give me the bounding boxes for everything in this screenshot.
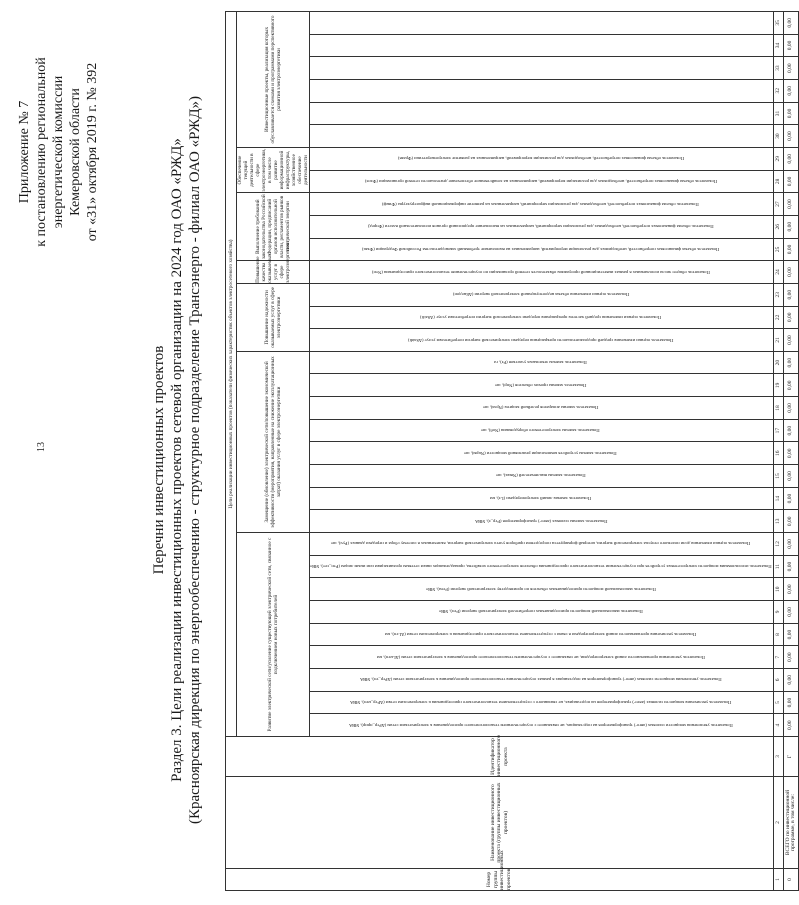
- header-group-3: [237, 283, 310, 351]
- value-cell: 0,00: [783, 102, 798, 125]
- document-title: Перечни инвестиционных проектов: [151, 345, 167, 575]
- index-cell: 20: [773, 351, 783, 374]
- appendix-block: [16, 22, 101, 282]
- indicator-header-empty: [310, 12, 774, 35]
- value-cell: 0,00: [783, 34, 798, 57]
- index-cell: 1: [773, 869, 783, 891]
- indicator-header-6: [310, 669, 774, 692]
- indicator-header-text: Показатель замены линий электропередачи (Lз), км: [490, 496, 592, 502]
- index-cell: 30: [773, 125, 783, 148]
- index-cell: 26: [773, 215, 783, 238]
- value-cell: 0,00: [783, 510, 798, 533]
- index-cell: 18: [773, 397, 783, 420]
- value-cell: 0,00: [783, 555, 798, 578]
- indicator-header-text: Показатель увеличения мощности силовых (авто-) трансформаторов на подстанциях, не связанного с осуществлением технологического присоединения к электрическим сетям (ΔPтр_прир), МВА: [348, 722, 733, 728]
- header-row-group: [226, 12, 237, 891]
- value-cell: 0,00: [783, 261, 798, 284]
- header-name: [226, 777, 774, 869]
- indicator-header-text: Показатель объема финансовых потребностей, необходимых для реализации мероприятий, направленных на развитие электроэнергетики (Фразв): [397, 156, 684, 162]
- indicator-header-text: Показатель замены выключателей (Nвык), шт: [495, 473, 586, 479]
- indicator-header-text: Показатель объема финансовых потребностей, необходимых для реализации мероприятий, направленных на выполнение предписаний органов исполнительной власти (Фпред): [367, 224, 714, 230]
- index-cell: 31: [773, 102, 783, 125]
- index-cell: 32: [773, 79, 783, 102]
- header-group-6: [237, 147, 310, 192]
- indicator-header-text: Показатель использования мощности электросетевых устройств при осуществлении технологического присоединения объектов электросетевого хозяйства, принадлежащих иным сетевым организациям или иным лицам (Pтп_сет), МВт: [310, 564, 772, 570]
- header-group-5: [237, 193, 310, 261]
- index-cell: 8: [773, 623, 783, 646]
- index-cell: 5: [773, 691, 783, 714]
- value-cell: 0,00: [783, 533, 798, 556]
- value-cell: 0,00: [783, 79, 798, 102]
- index-cell: 10: [773, 578, 783, 601]
- index-cell: 23: [773, 283, 783, 306]
- appendix-line-1: Приложение № 7: [17, 100, 32, 204]
- value-cell: 0,00: [783, 283, 798, 306]
- value-cell: 0,00: [783, 147, 798, 170]
- indicator-header-8: [310, 623, 774, 646]
- value-cell: 0,00: [783, 329, 798, 352]
- indicator-header-23: [310, 283, 774, 306]
- indicator-header-20: [310, 351, 774, 374]
- section-title: Раздел 3. Цели реализации инвестиционных проектов сетевой организации на 2024 год ОАО «РЖД»: [169, 138, 185, 782]
- index-cell: 12: [773, 533, 783, 556]
- indicator-header-16: [310, 442, 774, 465]
- page-number: 13: [36, 442, 47, 452]
- value-cell: 0,00: [783, 238, 798, 261]
- value-cell: 0,00: [783, 419, 798, 442]
- index-cell: 35: [773, 12, 783, 35]
- indicator-header-text: Показатель увеличения мощности силовых (авто-) трансформаторов на подстанциях, не связанного с осуществлением технологического присоединения к электрическим сетям (ΔPтр_нтп), МВА: [350, 700, 732, 706]
- value-cell: 0,00: [783, 578, 798, 601]
- indicator-header-text: Показатель максимальной мощности присоединяемых потребителей электрической энергии (Pтп), МВт: [438, 609, 643, 615]
- indicator-header-22: [310, 306, 774, 329]
- value-cell: 0,00: [783, 351, 798, 374]
- indicator-header-13: [310, 510, 774, 533]
- value-cell: 0,00: [783, 487, 798, 510]
- index-cell: 25: [773, 238, 783, 261]
- indicator-header-24: [310, 261, 774, 284]
- indicator-header-27: [310, 193, 774, 216]
- header-group-2: [237, 351, 310, 532]
- indicator-header-5: [310, 691, 774, 714]
- value-cell: 0,00: [783, 442, 798, 465]
- table-row-total: [783, 12, 798, 891]
- appendix-line-4: Кемеровской области: [68, 88, 83, 216]
- goals-table-container: [225, 11, 796, 891]
- header-group-1: [237, 533, 310, 737]
- header-group-3-text: Повышение надежности оказываемых услуг в сфере электроэнергетики: [264, 287, 282, 348]
- value-cell: 0,00: [783, 306, 798, 329]
- headings: [150, 45, 204, 875]
- index-cell: 14: [773, 487, 783, 510]
- header-goals-group: [226, 12, 237, 737]
- indicator-header-empty: [310, 125, 774, 148]
- indicator-header-9: [310, 601, 774, 624]
- indicator-header-14: [310, 487, 774, 510]
- index-cell: 7: [773, 646, 783, 669]
- indicator-header-text: Показатель объема финансовых потребностей, необходимых для реализации мероприятий, направленных на хозяйственное обеспечение деятельности сетевой организации (Фхоз): [364, 178, 717, 184]
- indicator-header-text: Показатель оценки изменения средней продолжительности прекращения передачи электрической энергии потребителям услуг (ΔSaidi): [408, 337, 674, 343]
- header-goals-text: Цели реализации инвестиционных проектов (показатели физических характеристик объектов электросетевого хозяйства): [228, 239, 234, 509]
- value-cell: 0,00: [783, 646, 798, 669]
- header-group-2-text: Замещение (обновление) электрической сети/повышение экономической эффективности (мероприятия, направленные на снижение эксплуатационных затрат) оказания услуг в сфере электроэнергетики: [264, 356, 282, 528]
- indicator-header-empty: [310, 34, 774, 57]
- index-cell: 27: [773, 193, 783, 216]
- indicator-header-text: Показатель замены земельных участков (Pз), га: [494, 360, 588, 366]
- header-group-4-text: Повышение качества оказываемых услуг в сфере электроэнергетики: [255, 241, 291, 283]
- value-cell: 0,00: [783, 714, 798, 737]
- index-row: [773, 12, 783, 891]
- index-cell: 11: [773, 555, 783, 578]
- header-group-5-text: Выполнение требований законодательства Российской Федерации, предписаний органов исполнительной власти, регламентов рынков электрической энергии: [255, 194, 291, 260]
- index-cell: 9: [773, 601, 783, 624]
- value-cell: 0,00: [783, 215, 798, 238]
- appendix-line-5: от «31» октября 2019 г. № 392: [85, 62, 100, 242]
- appendix-line-3: энергетической комиссии: [51, 75, 66, 229]
- indicator-header-21: [310, 329, 774, 352]
- indicator-header-text: Показатель максимальной мощности присоединяемых объектов по производству электрической энергии (Pген), МВт: [425, 586, 656, 592]
- indicator-header-text: Показатель замены электросетевого оборудования (Nоб), шт: [481, 428, 601, 434]
- indicator-header-empty: [310, 79, 774, 102]
- value-cell: 0,00: [783, 669, 798, 692]
- index-cell: 17: [773, 419, 783, 442]
- row-id-cell: Г: [783, 737, 798, 777]
- value-cell: 0,00: [783, 623, 798, 646]
- indicator-header-29: [310, 147, 774, 170]
- index-cell: 29: [773, 147, 783, 170]
- index-cell: 19: [773, 374, 783, 397]
- value-cell: 0,00: [783, 57, 798, 80]
- indicator-header-text: Показатель оценки изменения доли полезного отпуска электрической энергии, который формируется посредством приборов учета электрической энергии, включенных в систему сбора и передачи данных (Pуч), шт: [331, 541, 751, 547]
- appendix-line-2: к постановлению региональной: [34, 57, 49, 247]
- indicator-header-text: Показатель замены аппаратов релейной защиты (Nрза), шт: [483, 405, 599, 411]
- row-number-cell: 0: [783, 869, 798, 891]
- header-group-7-text: Инвестиционные проекты, реализация которых обуславливается схемами и программами перспективного развития электроэнергетики: [264, 15, 282, 144]
- indicator-header-text: Показатель замены устройств компенсации реактивной мощности (Nкрм), шт: [464, 450, 618, 456]
- indicator-header-text: Показатель замены силовых (авто-) трансформаторов (Pтр_з), МВА: [474, 518, 608, 524]
- indicator-header-11: [310, 555, 774, 578]
- index-cell: 28: [773, 170, 783, 193]
- indicator-header-19: [310, 374, 774, 397]
- header-group-6-text: Обеспечение текущей деятельности в сфере электроэнергетики, в том числе развитие информационной инфраструктуры, хозяйственное обеспечение деятельности: [237, 148, 309, 192]
- indicator-header-text: Показатель увеличения протяженности линий электропередачи, не связанного с осуществлением технологического присоединения к электрическим сетям (ΔLнтп), км: [376, 654, 705, 660]
- index-cell: 33: [773, 57, 783, 80]
- indicator-header-25: [310, 238, 774, 261]
- index-cell: 15: [773, 465, 783, 488]
- row-name-cell: ВСЕГО по инвестиционной программе, в том числе:: [783, 777, 798, 869]
- header-id-text: Идентификатор инвестиционного проекта: [489, 735, 509, 776]
- index-cell: 22: [773, 306, 783, 329]
- index-cell: 4: [773, 714, 783, 737]
- header-group-4: [237, 241, 310, 284]
- value-cell: 0,00: [783, 465, 798, 488]
- indicator-header-empty: [310, 57, 774, 80]
- indicator-header-empty: [310, 102, 774, 125]
- indicator-header-text: Показатель оценки изменения объема недоотпущенной электрической энергии (ΔEнедоп): [452, 292, 629, 298]
- value-cell: 0,00: [783, 193, 798, 216]
- indicator-header-text: Показатель увеличения протяженности линий электропередачи в связи с осуществлением технологического присоединения к электрическим сетям (ΔLтп), км: [385, 632, 697, 638]
- indicator-header-text: Показатель объема финансовых потребностей, необходимых для реализации мероприятий, направленных на выполнение требований законодательства Российской Федерации (Фзак): [362, 246, 720, 252]
- value-cell: 0,00: [783, 601, 798, 624]
- index-cell: 3: [773, 737, 783, 777]
- index-cell: 34: [773, 34, 783, 57]
- organization-title: (Красноярская дирекция по энергообеспечению - структурное подразделение Трансэнерго - филиал ОАО «РЖД»): [187, 95, 203, 825]
- header-group-1-text: Развитие электрической сети/усиление существующей электрической сети, связанное с подключением новых потребителей: [267, 537, 279, 732]
- index-cell: 6: [773, 669, 783, 692]
- value-cell: 0,00: [783, 170, 798, 193]
- goals-table: [225, 11, 799, 891]
- indicator-header-18: [310, 397, 774, 420]
- indicator-header-text: Показатель оценки изменения средней частоты прекращения передачи электрической энергии потребителям услуг (ΔSaifi): [420, 314, 662, 320]
- indicator-header-text: Показатель замены прочих объектов (Nпр), шт: [495, 382, 587, 388]
- indicator-header-17: [310, 419, 774, 442]
- indicator-header-26: [310, 215, 774, 238]
- value-cell: 0,00: [783, 125, 798, 148]
- indicator-header-12: [310, 533, 774, 556]
- indicator-header-text: Показатель общего числа исполненных в рамках инвестиционной программы обязательств сетевой организации по осуществлению технологического присоединения (Nтп): [371, 269, 710, 275]
- indicator-header-text: Показатель объема финансовых потребностей, необходимых для реализации мероприятий, направленных на развитие информационной инфраструктуры (Финф): [382, 201, 700, 207]
- header-name-text: Наименование инвестиционного проекта (группы инвестиционных проектов): [489, 782, 509, 863]
- index-cell: 2: [773, 777, 783, 869]
- value-cell: 0,00: [783, 691, 798, 714]
- index-cell: 24: [773, 261, 783, 284]
- header-group-7: [237, 12, 310, 148]
- value-cell: 0,00: [783, 397, 798, 420]
- header-number: [226, 850, 774, 891]
- indicator-header-10: [310, 578, 774, 601]
- header-id: [226, 737, 774, 777]
- indicator-header-7: [310, 646, 774, 669]
- value-cell: 0,00: [783, 374, 798, 397]
- index-cell: 16: [773, 442, 783, 465]
- value-cell: 0,00: [783, 12, 798, 35]
- index-cell: 13: [773, 510, 783, 533]
- index-cell: 21: [773, 329, 783, 352]
- indicator-header-text: Показатель увеличения мощности силовых (авто-) трансформаторов на подстанциях в рамках осуществления технологического присоединения к электрическим сетям (ΔPтр_тп), МВА: [360, 677, 722, 683]
- indicator-header-4: [310, 714, 774, 737]
- indicator-header-15: [310, 465, 774, 488]
- indicator-header-28: [310, 170, 774, 193]
- header-number-text: Номер группы инвестиционных проектов: [486, 850, 512, 890]
